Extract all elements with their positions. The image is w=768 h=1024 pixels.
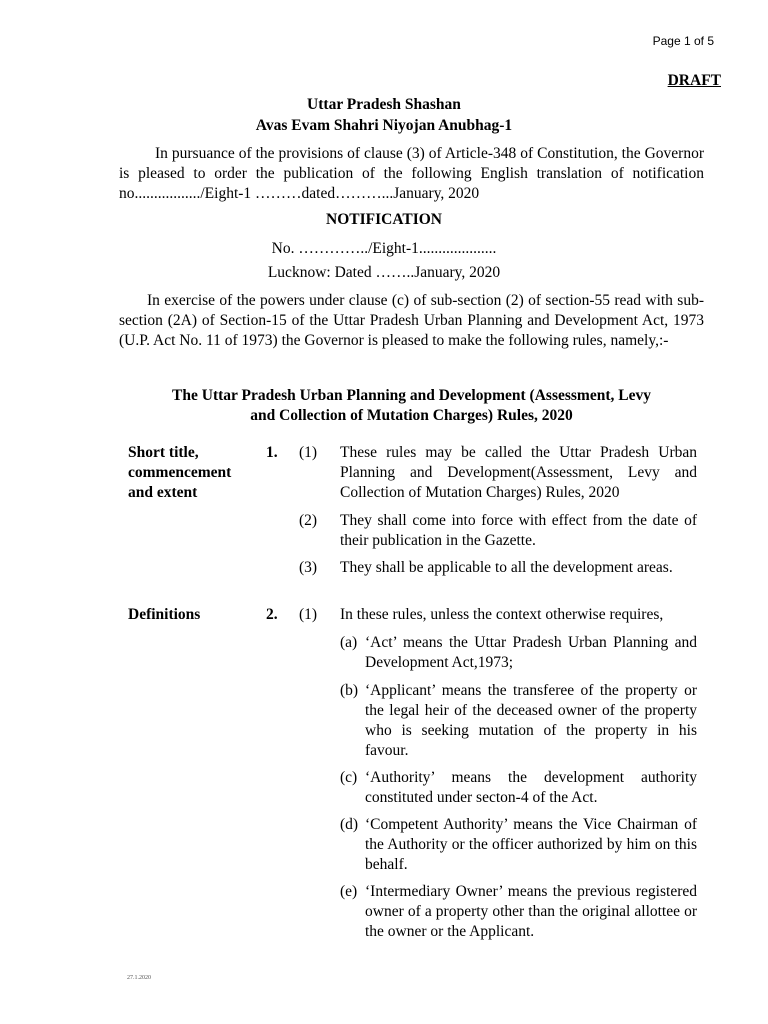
clause-text: ‘Act’ means the Uttar Pradesh Urban Planning and Development Act,1973;	[365, 634, 697, 671]
subsection-number: (1)	[299, 606, 318, 623]
clause-label: (b)	[340, 682, 359, 699]
rules-title-line1: The Uttar Pradesh Urban Planning and Development (Assessment, Levy	[172, 387, 651, 404]
rules-title-line2: and Collection of Mutation Charges) Rules, 2020	[250, 407, 573, 424]
subsection-number: (1)	[299, 444, 318, 461]
subsection-number: (2)	[299, 512, 318, 529]
subsection-number: (3)	[299, 559, 318, 576]
clause-label: (d)	[340, 816, 359, 833]
clause-label: (e)	[340, 883, 358, 900]
clause-text: ‘Intermediary Owner’ means the previous registered owner of a property other than the original allottee or the owner or the Applicant.	[365, 883, 697, 940]
department-heading: Uttar Pradesh Shashan	[307, 96, 461, 113]
page-number: Page 1 of 5	[652, 34, 714, 48]
section-number: 1.	[266, 444, 278, 461]
clause-text: ‘Authority’ means the development authority constituted under secton-4 of the Act.	[365, 769, 697, 806]
clause-label: (c)	[340, 769, 358, 786]
section-number: 2.	[266, 606, 278, 623]
notification-number: No. …………../Eight-1....................	[271, 240, 497, 257]
subsection-text: In these rules, unless the context otherwise requires,	[340, 606, 664, 623]
clause-text: ‘Applicant’ means the transferee of the property or the legal heir of the deceased owner of the property who is seeking mutation of the property in his favour.	[365, 682, 697, 759]
preamble-paragraph: In exercise of the powers under clause (c) of sub-section (2) of section-55 read with sub-section (2A) of Section-15 of the Uttar Pradesh Urban Planning and Development Act, 1973 (U.P. Act No. 11 of 1973) the Governor is pleased to make the following rules, namely,:-	[119, 292, 704, 349]
subsection-text: They shall come into force with effect from the date of their publication in the Gazette.	[340, 512, 697, 549]
clause-label: (a)	[340, 634, 358, 651]
section-side-title: Short title, commencement and extent	[128, 444, 232, 501]
section-heading: Avas Evam Shahri Niyojan Anubhag-1	[255, 117, 513, 134]
section-side-title: Definitions	[128, 606, 201, 623]
draft-label: DRAFT	[667, 72, 721, 89]
footer-date-stamp: 27.1.2020	[127, 975, 151, 981]
clause-text: ‘Competent Authority’ means the Vice Chairman of the Authority or the officer authorized by him on this behalf.	[365, 816, 697, 873]
notification-date: Lucknow: Dated ……..January, 2020	[267, 264, 501, 281]
subsection-text: These rules may be called the Uttar Pradesh Urban Planning and Development(Assessment, Levy and Collection of Mutation Charges) Rules, 2020	[340, 444, 697, 501]
intro-paragraph: In pursuance of the provisions of clause (3) of Article-348 of Constitution, the Governor is pleased to order the publication of the following English translation of notification no................./Eight-1 ………dated………...January, 2020	[119, 145, 704, 202]
subsection-text: They shall be applicable to all the development areas.	[340, 559, 673, 576]
notification-title: NOTIFICATION	[326, 211, 442, 228]
